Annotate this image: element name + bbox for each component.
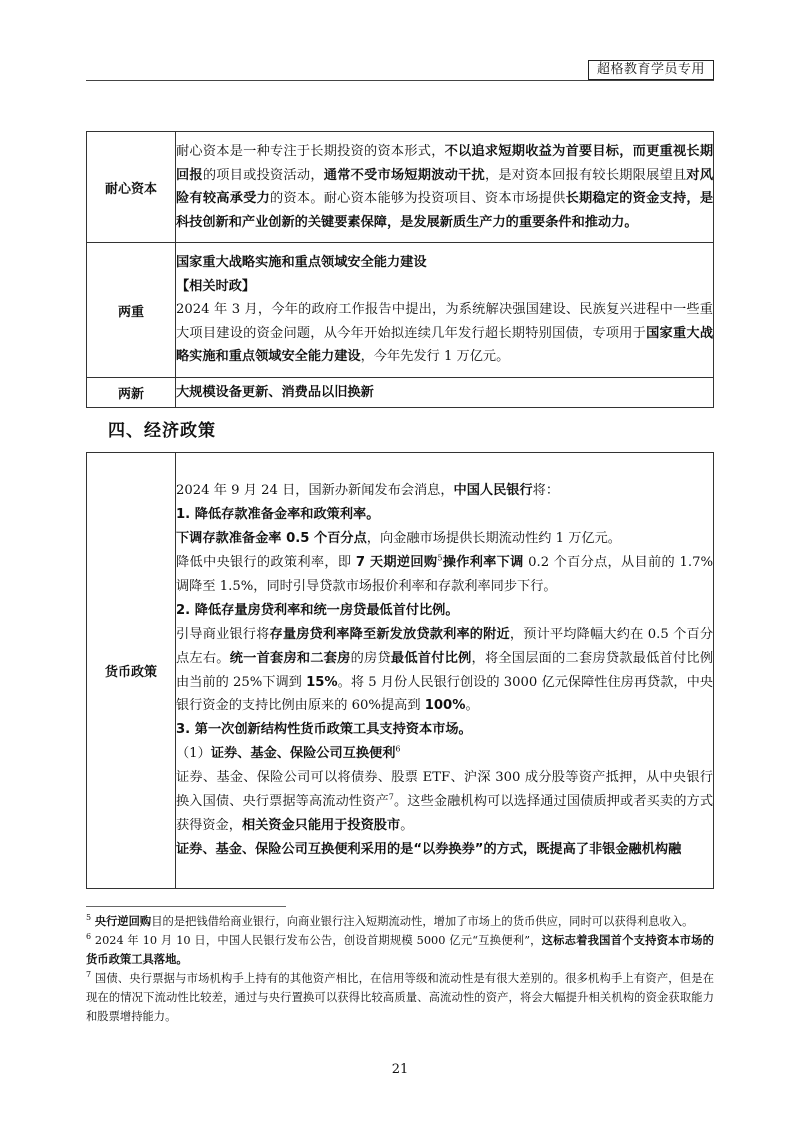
section-title: 四、经济政策 (108, 421, 216, 441)
header-rule (86, 80, 714, 81)
row-label: 两新 (87, 378, 176, 408)
row-content: 国家重大战略实施和重点领域安全能力建设 【相关时政】 2024 年 3 月，今年的政府工作报告中提出，为系统解决强国建设、民族复兴进程中一些重大项目建设的资金问题，从今年开始拟连续几年发行超长期特别国债，专项用于国家重大战略实施和重点领域安全能力建设，今年先发行 1 万亿元。 (176, 243, 714, 378)
table-row (87, 453, 714, 889)
table-row (87, 132, 714, 243)
footnote: $^6$ 2024 年 10 月 10 日，中国人民银行发布公告，创设首期规模 5000 亿元“互换便利”，这标志着我国首个支持资本市场的货币政策工具落地。 (86, 932, 714, 966)
row-content: 耐心资本是一种专注于长期投资的资本形式，不以追求短期收益为首要目标，而更重视长期回报的项目或投资活动，通常不受市场短期波动干扰，是对资本回报有较长期限展望且对风险有较高承受力的资本。耐心资本能够为投资项目、资本市场提供长期稳定的资金支持，是科技创新和产业创新的关键要素保障，是发展新质生产力的重要条件和推动力。 (176, 132, 714, 243)
item-heading: 3. 第一次创新结构性货币政策工具支持资本市场。 (176, 722, 472, 738)
row-heading: 国家重大战略实施和重点领域安全能力建设 (176, 255, 427, 271)
item-heading: 2. 降低存量房贷利率和统一房贷最低首付比例。 (176, 602, 459, 618)
economic-policy-table (86, 452, 714, 889)
table-row (87, 243, 714, 378)
item-heading: 1. 降低存款准备金率和政策利率。 (176, 507, 380, 523)
row-subheading: 【相关时政】 (176, 278, 256, 294)
row-content (176, 378, 714, 408)
footnotes (86, 912, 714, 1026)
row-heading: 大规模设备更新、消费品以旧换新 (176, 384, 374, 400)
row-label: 两重 (87, 243, 176, 378)
header-tag: 超格教育学员专用 (588, 60, 714, 80)
table-row (87, 378, 714, 408)
footnote: $^7$ 国债、央行票据与市场机构手上持有的其他资产相比，在信用等级和流动性是有很大差别的。很多机构手上有资产，但是在现在的情况下流动性比较差，通过与央行置换可以获得比较高质量、高流动性的资产，将会大幅提升相关机构的资金获取能力和股票增持能力。 (86, 970, 714, 1023)
policy-terms-table (86, 131, 714, 408)
row-content: 2024 年 9 月 24 日，国新办新闻发布会消息，中国人民银行将： 1. 降低存款准备金率和政策利率。 下调存款准备金率 0.5 个百分点，向金融市场提供长期流动性约 1 万亿元。 降低中央银行的政策利率，即 7 天期逆回购$^5$操作利率下调 0.2 个百分点，从目前的 1.7% 调降至 1.5%，同时引导贷款市场报价利率和存款利率同步下行。 2. 降低存量房贷利率和统一房贷最低首付比例。 引导商业银行将存量房贷利率降至新发放贷款利率的附近，预计平均降幅大约在 0.5 个百分点左右。统一首套房和二套房的房贷最低首付比例，将全国层面的二套房贷款最低首付比例由当前的 25%下调到 15%。将 5 月份人民银行创设的 3000 亿元保障性住房再贷款，中央银行资金的支持比例由原来的 60%提高到 100%。 3. 第一次创新结构性货币政策工具支持资本市场。 （1）证券、基金、保险公司互换便利$^6$ 证券、基金、保险公司可以将债券、股票 ETF、沪深 300 成分股等资产抵押，从中央银行换入国债、央行票据等高流动性资产$^7$。这些金融机构可以选择通过国债质押或者买卖的方式获得资金，相关资金只能用于投资股市。 证券、基金、保险公司互换便利采用的是“以券换券”的方式，既提高了非银金融机构融 (176, 453, 714, 889)
footnote: $^5$ 央行逆回购目的是把钱借给商业银行，向商业银行注入短期流动性，增加了市场上的货币供应，同时可以获得利息收入。 (86, 913, 694, 928)
row-label: 货币政策 (87, 453, 176, 889)
footnote-rule (86, 906, 286, 907)
row-label: 耐心资本 (87, 132, 176, 243)
page-number: 21 (391, 1062, 409, 1077)
